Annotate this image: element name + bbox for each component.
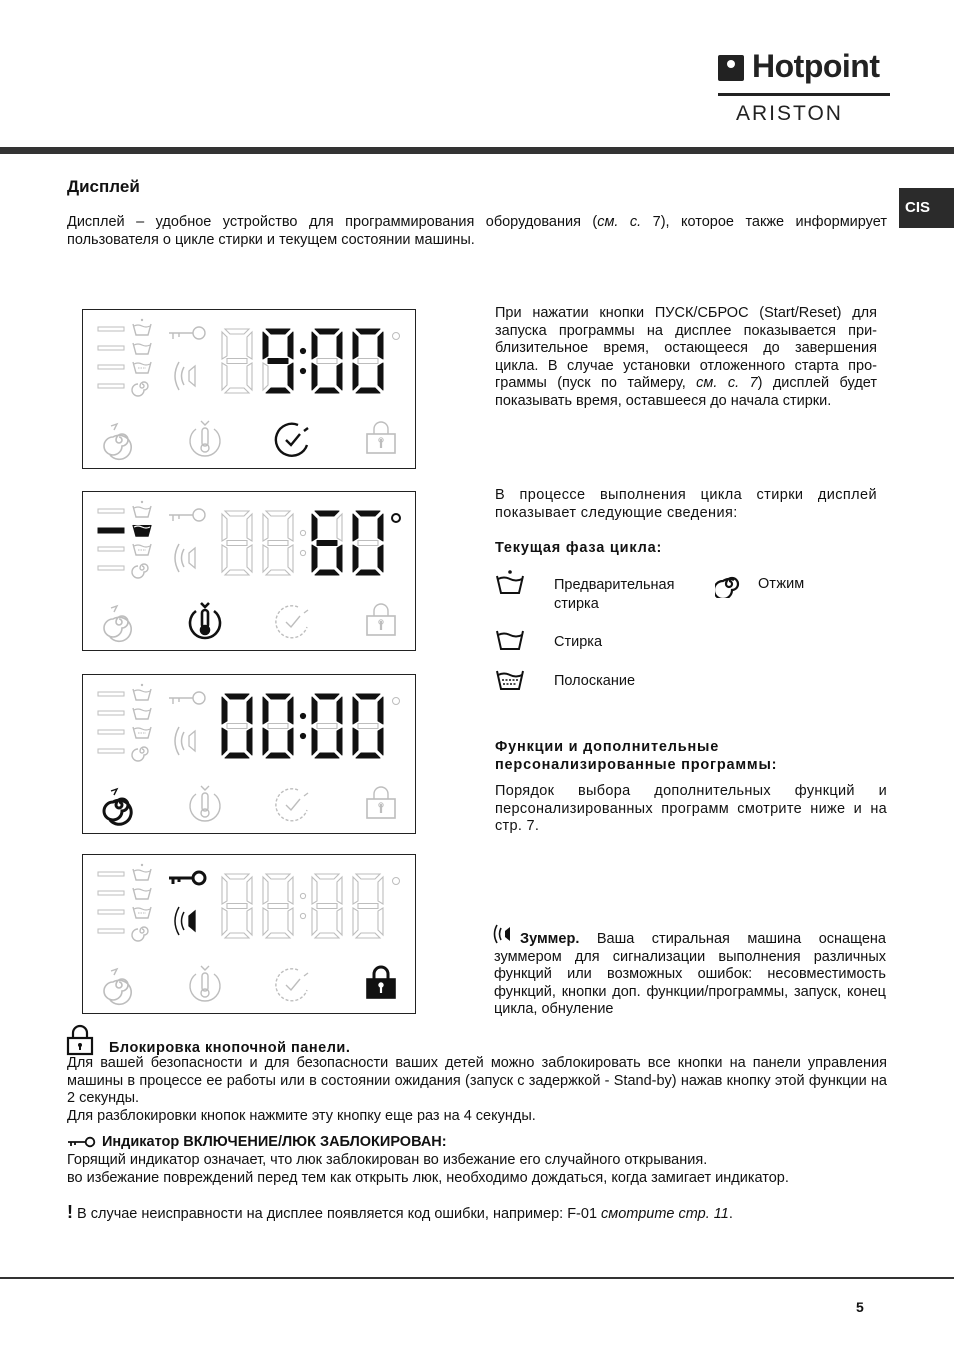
error-end: . (728, 1206, 733, 1222)
door-title: Индикатор ВКЛЮЧЕНИЕ/ЛЮК ЗАБЛОКИРОВАН: (102, 1134, 447, 1150)
phase-bar (98, 711, 124, 715)
logo-rule (718, 93, 890, 96)
rinse-phase-icon (133, 544, 151, 555)
buzzer-indicator-icon (175, 727, 195, 755)
display-digit (263, 511, 293, 575)
phase-heading: Текущая фаза цикла: (495, 540, 663, 556)
spin-icon (715, 570, 743, 598)
display-panel-2 (82, 491, 416, 651)
error-text: В случае неисправности на дисплее появляется код ошибки, например: F-01 (73, 1206, 602, 1222)
rinse-phase-icon (133, 907, 151, 918)
buzzer-text: Ваша стиральная машина оснащена зуммером для сигнализации выполнения различных функций или возможных ошибок: несовместимость функций, кнопки доп. функции/программы, запуск, конец цикла, обнуление (494, 931, 886, 1017)
door-paragraph-2: во избежание повреждений перед тем как открыть люк, необходимо дождаться, когда замигает индикатор. (67, 1170, 789, 1186)
process-paragraph: В процессе выполнения цикла стирки дисплей показывает следующие сведения: (495, 487, 877, 521)
brand-sub: ARISTON (736, 102, 843, 125)
phase-bar (98, 365, 124, 369)
display-digit (263, 694, 293, 758)
display-colon (300, 348, 305, 373)
lock-paragraph-1: Для вашей безопасности и для безопасности ваших детей можно заблокировать все кнопки на панели управления машины в процессе ее работы или в состоянии ожидания (запуск с задержкой - Stand-by) нажав кнопку этой функции на 2 секунды. (67, 1055, 887, 1106)
buzzer-title: Зуммер. (520, 931, 580, 947)
header-rule (0, 147, 954, 154)
prewash-phase-icon (133, 501, 151, 517)
phase-rinse-label: Полоскание (554, 673, 636, 689)
buzzer-indicator-icon (175, 544, 195, 572)
rinse-icon (494, 668, 526, 692)
display-digit (263, 329, 293, 393)
phase-wash-label: Стирка (554, 634, 603, 650)
phase-bar (98, 566, 124, 570)
temperature-icon (190, 966, 220, 1001)
prewash-icon (494, 568, 526, 596)
intro-text-b: 7), которое также информирует пользователя о цикле стирки и текущем состоянии машины. (67, 214, 887, 248)
delay-timer-icon (276, 424, 308, 456)
display-digit (353, 874, 383, 938)
padlock-icon (367, 967, 395, 998)
start-text-a: При нажатии кнопки ПУСК/СБРОС (Start/Reset) для запуска программы на дисплее показывается при-близительное время, остающееся до завершения цикла. В случае установки отложенного старта про-граммы (пуск по таймеру, (495, 305, 877, 391)
brand-logo (716, 48, 892, 128)
display-digit (312, 874, 342, 938)
display-digit (353, 329, 383, 393)
display-digit (222, 511, 252, 575)
display-digit (222, 329, 252, 393)
buzzer-indicator-icon (175, 362, 195, 390)
functions-heading: Функции и дополнительные персонализированные программы: (495, 739, 778, 773)
lock-icon (66, 1024, 94, 1056)
key-icon (67, 1136, 97, 1148)
display-digit (353, 694, 383, 758)
phase-bar (98, 528, 124, 533)
phase-spin-label: Отжим (758, 576, 805, 592)
delay-timer-icon (276, 789, 308, 821)
display-digit (312, 511, 342, 575)
phase-bar (98, 346, 124, 350)
display-colon (300, 530, 305, 555)
delay-timer-icon (276, 969, 308, 1001)
display-digit (263, 874, 293, 938)
temperature-icon (190, 421, 220, 456)
intro-paragraph (67, 214, 887, 249)
phase-prewash-label: Предварительная стирка (554, 577, 675, 612)
spin-phase-icon (132, 927, 148, 941)
display-digit (222, 874, 252, 938)
door-paragraph-1: Горящий индикатор означает, что люк заблокирован во избежание его случайного открывания. (67, 1152, 708, 1168)
padlock-icon (367, 422, 395, 453)
phase-bar (98, 891, 124, 895)
spin-phase-icon (132, 747, 148, 761)
door-lock-key-icon (169, 327, 205, 339)
spin-phase-icon (132, 382, 148, 396)
wash-phase-icon (133, 888, 151, 899)
display-colon (300, 893, 305, 918)
start-text-b: ) дисплей будет показывать время, оставшееся до начала стирки. (495, 375, 877, 409)
error-note (67, 1204, 887, 1224)
door-lock-key-icon (169, 509, 205, 521)
degree-sign (393, 698, 400, 705)
functions-paragraph: Порядок выбора дополнительных функций и персонализированных программ смотрите ниже и на стр. 7. (495, 783, 887, 834)
display-digit (312, 694, 342, 758)
phase-bar (98, 910, 124, 914)
phase-bar (98, 872, 124, 876)
extra-spin-icon (104, 424, 131, 459)
display-digit (353, 511, 383, 575)
display-digit (222, 694, 252, 758)
buzzer-indicator-icon (175, 907, 195, 935)
brand-name: Hotpoint (752, 48, 880, 84)
spin-phase-icon (132, 564, 148, 578)
phase-bar (98, 692, 124, 696)
rinse-phase-icon (133, 727, 151, 738)
start-ref: см. с. 7 (696, 375, 758, 391)
logo-square-icon (718, 55, 744, 81)
padlock-icon (367, 604, 395, 635)
phase-bar (98, 749, 124, 753)
extra-spin-icon (104, 789, 131, 824)
extra-spin-icon (104, 969, 131, 1004)
error-mark: ! (67, 1202, 73, 1222)
door-lock-key-icon (169, 692, 205, 704)
wash-icon (494, 628, 526, 652)
degree-sign (392, 514, 400, 522)
display-panel-4 (82, 854, 416, 1014)
error-ref: смотрите стр. 11 (601, 1206, 729, 1222)
buzzer-paragraph (494, 931, 886, 1019)
degree-sign (393, 878, 400, 885)
wash-phase-icon (133, 525, 151, 536)
language-tab: CIS (899, 188, 954, 228)
display-colon (300, 713, 305, 738)
extra-spin-icon (104, 606, 131, 641)
door-lock-key-icon (169, 872, 205, 884)
footer-rule (0, 1277, 954, 1279)
page-number: 5 (856, 1299, 864, 1315)
rinse-phase-icon (133, 362, 151, 373)
intro-text-a: Дисплей – удобное устройство для программирования оборудования ( (67, 214, 598, 230)
start-paragraph (495, 305, 877, 410)
page-title: Дисплей (67, 177, 140, 196)
padlock-icon (367, 787, 395, 818)
phase-bar (98, 547, 124, 551)
intro-ref: см. с. (597, 214, 642, 230)
wash-phase-icon (133, 343, 151, 354)
prewash-phase-icon (133, 319, 151, 335)
lock-title: Блокировка кнопочной панели. (109, 1040, 351, 1056)
display-digit (312, 329, 342, 393)
phase-bar (98, 929, 124, 933)
prewash-phase-icon (133, 684, 151, 700)
temperature-icon (190, 786, 220, 821)
display-panel-3 (82, 674, 416, 834)
lock-paragraph-2: Для разблокировки кнопок нажмите эту кнопку еще раз на 4 секунды. (67, 1108, 536, 1124)
temperature-icon (190, 603, 220, 638)
delay-timer-icon (276, 606, 308, 638)
degree-sign (393, 333, 400, 340)
phase-bar (98, 730, 124, 734)
phase-bar (98, 327, 124, 331)
display-panel-1 (82, 309, 416, 469)
prewash-phase-icon (133, 864, 151, 880)
phase-bar (98, 509, 124, 513)
phase-bar (98, 384, 124, 388)
wash-phase-icon (133, 708, 151, 719)
